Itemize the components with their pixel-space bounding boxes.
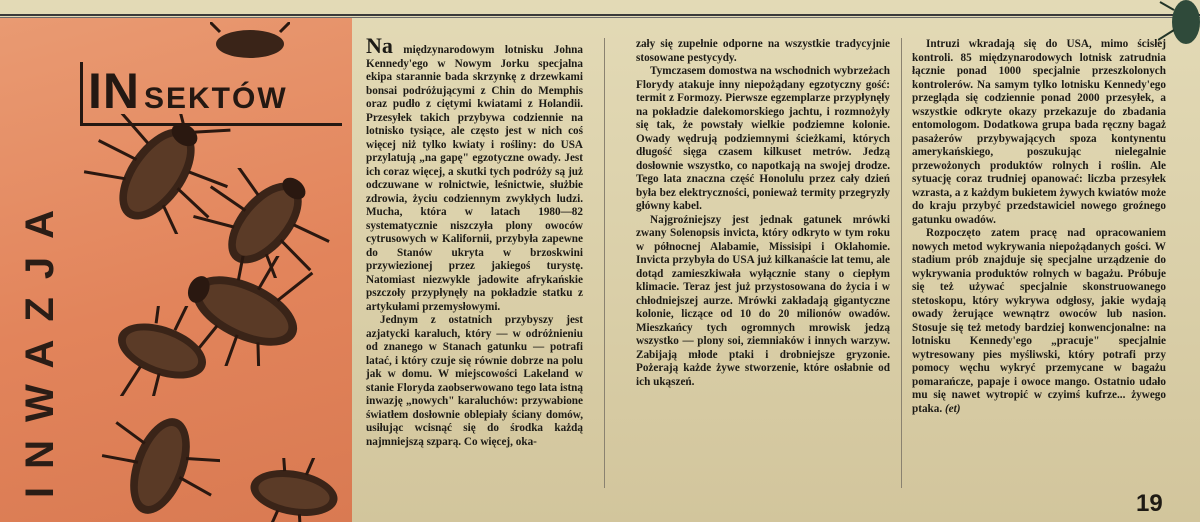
title-big: IN	[88, 63, 140, 119]
paragraph: Tymczasem domostwa na wschodnich wybrzeżach Florydy atakuje inny niepożądany egzotyczny gość: termit z Formozy. Pierwsze egzemplarze przypłynęły na pokładzie dalekomorskiego jachtu, i rozmnożyły się tak, że powstały wielkie podziemne kolonie. Owady wędrują podziemnymi ścieżkami, których długość sięga czasem kilkuset metrów. Jedzą dosłownie wszystko, co napotkają na swojej drodze. Tego lata znaczna część Honolulu przez cały dzień była bez elektryczności, ponieważ termity przegryzły główny kabel.	[636, 65, 890, 212]
author-signature: (et)	[944, 402, 961, 415]
paragraph-text: Rozpoczęto zatem pracę nad opracowaniem nowych metod wykrywania niepożądanych gości. W stadium prób znajduje się specjalne urządzenie do wykrywania produktów rolnych w bagażu. Próbuje się też używać specjalnie skonstruowanego stetoskopu, który wykrywa odgłosy, jakie wydają owady żerujące wewnątrz owoców lub nasion. Stosuje się też metody bardziej konwencjonalne: na lotnisku Kennedy'ego „pracuje" specjalnie wytresowany pies myśliwski, który potrafi przy pomocy węchu wykryć przemycane w bagażu pomarańcze, papaje i owoce mango. Ostatnio udało mu się nawet wytropić w czyimś kufrze... żywego ptaka.	[912, 227, 1166, 415]
article-title	[88, 62, 288, 120]
illustration-panel	[0, 18, 352, 522]
paragraph-text: międzynarodowym lotnisku Johna Kennedy'ego w Nowym Jorku specjalna ekipa starannie bada skrzynkę z drzewkami bonsai podróżującymi z Chin do Memphis oraz pudło z ciętymi kwiatami z Holandii. Przesyłek takich przybywa codziennie na lotnisko tysiące, ale często jest w nich coś więcej niż tylko kwiaty i rośliny: do USA przylatują „na gapę" egzotyczne owady. Jest ich coraz więcej, a skutki tych podróży są już odczuwane w rolnictwie, leśnictwie, służbie zdrowia, życiu codziennym zwykłych ludzi. Mucha, która w latach 1980—82 systematycznie niszczyła plony owoców cytrusowych w Kalifornii, przybyła zapewne do Stanów ukryta w brzoskwini przywiezionej przez jakiegoś turystę. Natomiast niezwykle jadowite afrykańskie pszczoły przypłynęły na pokładzie statku z artykułami przemysłowymi.	[366, 44, 583, 313]
title-small: SEKTÓW	[144, 82, 288, 115]
text-column-3	[912, 38, 1166, 416]
cockroach-icon	[100, 410, 220, 522]
paragraph	[366, 33, 583, 314]
cockroach-icon	[234, 458, 352, 522]
paragraph: zały się zupełnie odporne na wszystkie tradycyjnie stosowane pestycydy.	[636, 38, 890, 64]
cockroach-icon	[210, 22, 290, 66]
column-divider	[901, 38, 902, 488]
cockroach-icon	[1158, 0, 1200, 60]
paragraph: Jednym z ostatnich przybyszy jest azjatycki karaluch, który — w odróżnieniu od znanego w Stanach gatunku — potrafi latać, i który czuje się równie dobrze na polu jak w domu. W miejscowości Lakeland w stanie Floryda zaobserwowano tego lata istną inwazję „nowych" karaluchów: przywabione światłem dosłownie oblepiały ściany domów, usiłując wcisnąć się do środka każdą najmniejszą szparą. Co więcej, oka-	[366, 314, 583, 448]
text-column-1	[366, 33, 583, 449]
vertical-title-text: INWAZJA	[18, 192, 62, 498]
text-column-2	[636, 38, 890, 389]
vertical-title	[18, 118, 62, 518]
column-divider	[604, 38, 605, 488]
paragraph: Intruzi wkradają się do USA, mimo ścisłej kontroli. 85 międzynarodowych lotnisk zatrudnia łącznie ponad 1000 specjalnie przeszkolonych kontrolerów. Na samym tylko lotnisku Kennedy'ego przegląda się codziennie ponad 2000 przesyłek, a wszystkie odkryte okazy przekazuje do zbadania entomologom. Dodatkowa grupa bada ręczny bagaż pasażerów przybywających spoza kontynentu amerykańskiego, poszukując nielegalnie przewożonych produktów rolnych i roślin. Ale sytuację coraz trudniej opanować: liczba przesyłek wzrasta, a z każdym bukietem żywych kwiatów może do kraju przybyć przedstawiciel nowego groźnego gatunku owadów.	[912, 38, 1166, 226]
page-number: 19	[1136, 490, 1163, 517]
cockroach-icon	[92, 306, 232, 396]
top-rule	[0, 14, 1200, 16]
drop-cap: Na	[366, 33, 393, 58]
paragraph: Najgroźniejszy jest jednak gatunek mrówki zwany Solenopsis invicta, który odkryto w tym roku w północnej Alabamie, Missisipi i Oklahomie. Invicta przybyła do USA już kilkanaście lat temu, ale dotąd zamieszkiwała wyłącznie stany o ciepłym klimacie. Teraz jest już przystosowana do życia i w chłodniejszej aurze. Mrówki zakładają gigantyczne kolonie, liczące od 10 do 20 milionów owadów. Mieszkańcy tych ogromnych mrowisk jedzą wszystko — plony soi, ziemniaków i innych warzyw. Zabijają młode ptaki i drobniejsze gryzonie. Pożerają każde żywe stworzenie, które osłabnie od ich ukąszeń.	[636, 213, 890, 388]
paragraph	[912, 227, 1166, 416]
